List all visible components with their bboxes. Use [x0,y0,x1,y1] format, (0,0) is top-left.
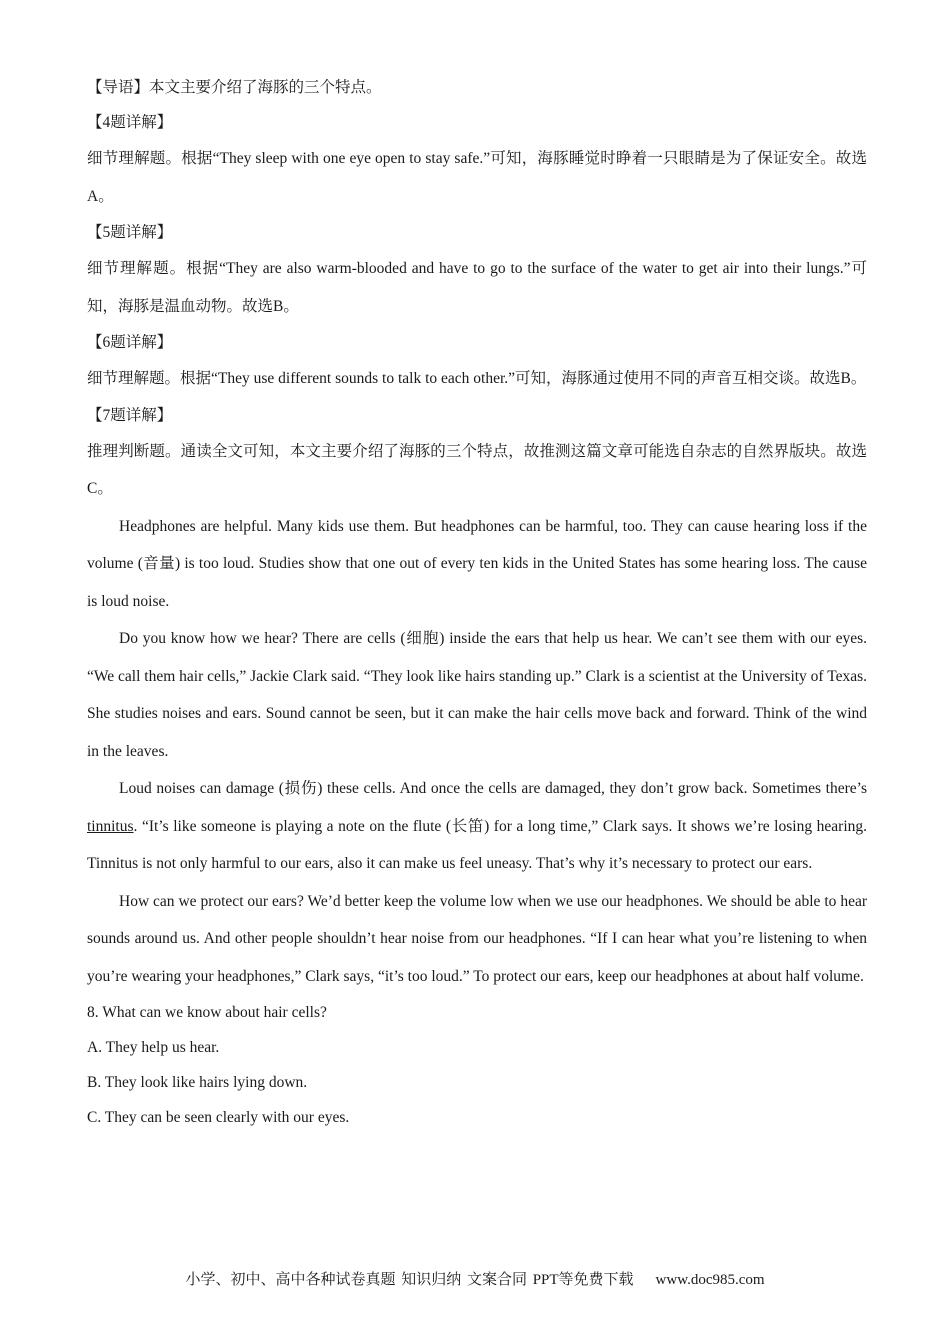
passage-paragraph-3-start: Loud noises can damage (损伤) these cells. And once the cells are damaged, they don’t grow back. Sometimes there’s [119,780,867,797]
q5-explanation: 细节理解题。根据“They are also warm-blooded and have to go to the surface of the water to get air into their lungs.”可知，海豚是温血动物。故选B。 [87,260,867,315]
footer-text: 小学、初中、高中各种试卷真题 知识归纳 文案合同 PPT等免费下载 [185,1272,634,1288]
page-footer [0,1268,950,1289]
question-8-option-a: A. They help us hear. [87,1039,220,1056]
question-8-option-b: B. They look like hairs lying down. [87,1074,308,1091]
question-8-option-c: C. They can be seen clearly with our eyes. [87,1109,350,1126]
question-8-stem: 8. What can we know about hair cells? [87,1004,327,1021]
passage-paragraph-1: Headphones are helpful. Many kids use them. But headphones can be harmful, too. They can cause hearing loss if the volume (音量) is too loud. Studies show that one out of every ten kids in the United States has some hearing loss. The cause is loud noise. [87,517,867,610]
passage-paragraph-2: Do you know how we hear? There are cells (细胞) inside the ears that help us hear. We can’t see them with our eyes. “We call them hair cells,” Jackie Clark said. “They look like hairs standing up.” Clark is a scientist at the University of Texas. She studies noises and ears. Sound cannot be seen, but it can make the hair cells move back and forward. Think of the wind in the leaves. [87,630,867,760]
footer-website-link[interactable]: www.doc985.com [655,1272,765,1288]
intro-text: 【导语】本文主要介绍了海豚的三个特点。 [87,79,382,96]
document-page [87,70,867,1135]
q4-explanation: 细节理解题。根据“They sleep with one eye open to stay safe.”可知，海豚睡觉时睁着一只眼睛是为了保证安全。故选A。 [87,150,867,205]
q6-explanation: 细节理解题。根据“They use different sounds to talk to each other.”可知，海豚通过使用不同的声音互相交谈。故选B。 [87,370,867,387]
q7-explanation: 推理判断题。通读全文可知，本文主要介绍了海豚的三个特点，故推测这篇文章可能选自杂志的自然界版块。故选C。 [87,442,867,497]
passage-paragraph-4: How can we protect our ears? We’d better keep the volume low when we use our headphones. We should be able to hear sounds around us. And other people shouldn’t hear noise from our headphones. “If I can hear what you’re listening to when you’re wearing your headphones,” Clark says, “it’s too loud.” To protect our ears, keep our headphones at about half volume. [87,892,867,985]
q7-heading: 【7题详解】 [87,406,173,424]
passage-paragraph-3 [87,770,867,883]
q6-heading: 【6题详解】 [87,334,173,351]
q4-heading: 【4题详解】 [87,114,173,131]
passage-paragraph-3-end: . “It’s like someone is playing a note on the flute (长笛) for a long time,” Clark says. It shows we’re losing hearing. Tinnitus is not only harmful to our ears, also it can make us feel uneasy. That’s why it’s necessary to protect our ears. [87,817,867,872]
underlined-word-tinnitus: tinnitus [87,817,134,835]
q5-heading: 【5题详解】 [87,224,173,241]
